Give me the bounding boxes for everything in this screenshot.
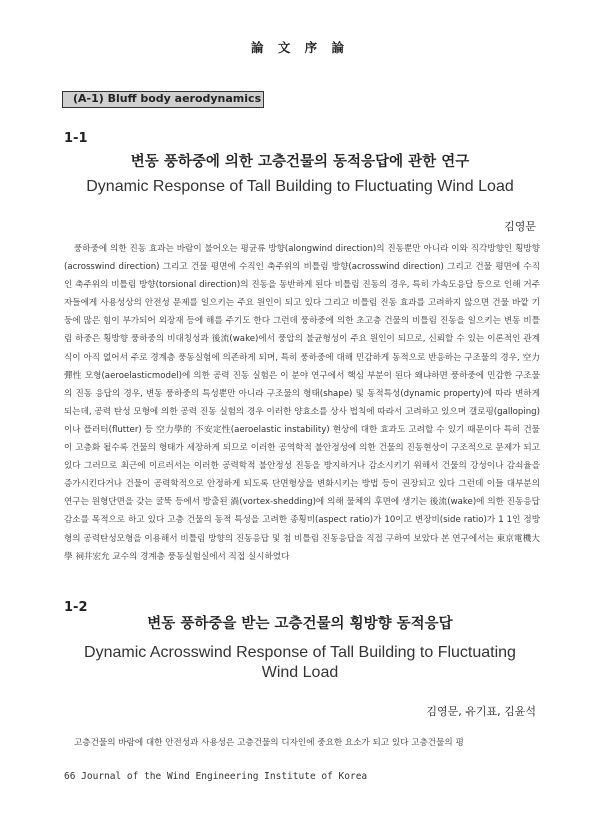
- page-footer: 66 Journal of the Wind Engineering Institute of Korea: [64, 771, 368, 782]
- article-body: [64, 734, 540, 752]
- article-authors: 김영문, 유기표, 김윤석: [426, 705, 536, 718]
- article-title-english: Dynamic Response of Tall Building to Fluctuating Wind Load: [86, 178, 514, 195]
- article-author: 김영문: [504, 220, 536, 233]
- article-title-korean: 변동 풍하중을 받는 고층건물의 횡방향 동적응답: [147, 616, 453, 632]
- article-title-english: Dynamic Acrosswind Response of Tall Building to Fluctuating Wind Load: [84, 644, 516, 681]
- article-body: [64, 240, 540, 566]
- article-title-korean: 변동 풍하중에 의한 고층건물의 동적응답에 관한 연구: [130, 154, 470, 170]
- body-paragraph: 풍하중에 의한 진동 효과는 바람이 불어오는 평균류 방향(alongwind direction)의 진동뿐만 아니라 이와 직각방향인 횡방향(acrosswind direction) 그리고 건물 평면에 수직인 축주위의 비틀림 방향(acrosswind direction) 그리고 건물 평면에 수직인 축주위의 비틀림 방향(torsional direction)의 진동을 동반하게 된다 비틀림 진동의 경우, 특히 가속도응답 등으로 인해 거주자들에게 사용성상의 안전성 문제를 일으키는 주요 원인이 되고 있다 그리고 비틀림 진동 효과를 고려하지 않으면 건물 바깥 기둥에 많은 힘이 부가되어 외장재 등에 해를 주기도 한다 그런데 풍하중에 의한 초고층 건물의 비틀림 진동을 일으키는 변동 비틀림 하중은 횡방향 풍하중의 비대칭성과 後流(wake)에서 풍압의 불균형성이 주요 원인이 되므로, 신뢰할 수 있는 이론적인 관계식이 아직 없어서 주로 경계층 풍동실험에 의존하게 되며, 특히 풍하중에 대해 민감하게 동적으로 반응하는 구조물의 경우, 空力彈性 모형(aeroelasticmodel)에 의한 공력 진동 실험은 이 분야 연구에서 핵심 부분이 된다 왜냐하면 풍하중에 민감한 구조물의 진동 응답의 경우, 변동 풍하중의 특성뿐만 아니라 구조물의 형태(shape) 및 동적특성(dynamic property)에 따라 변하게 되는데, 공력 탄성 모형에 의한 공력 진동 실험의 경우 이러한 양효소를 상사 법칙에 따라서 고려하고 있으며 갤로핑(galloping)이나 플러터(flutter) 등 空力學的 不安定性(aeroelastic instability) 현상에 대한 효과도 고려할 수 있기 때문이다 특히 건물이 고층화 될수록 건물의 형태가 세장하게 되므로 이러한 공역학적 불안정성에 의한 건물의 진동현상이 구조적으로 문제가 되고 있다 그러므로 최근에 이르러서는 이러한 공력학적 불안정성 진동을 방지하거나 감소시키기 위해서 건물의 강성이나 감쇠율을 증가시킨다거나 건물이 공력학적으로 안정하게 되도록 단면형상을 변화시키는 방법 등이 권장되고 있다 그런데 이들 대부분의 연구는 원형단면을 갖는 굴뚝 등에서 방출된 渦(vortex-shedding)에 의해 물체의 후면에 생기는 後流(wake)에 의한 진동응답 감소를 목적으로 하고 있다 고층 건물의 동적 특성을 고려한 종횡비(aspect ratio)가 10이고 변장비(side ratio)가 1 1인 정방형의 공력탄성모형을 이용해서 비틀림 방향의 진동응답 및 첨 비틀림 진동응답을 직접 구하여 보았다 본 연구에서는 東京電機大學 祠井宏允 교수의 경계층 풍동실험실에서 직접 실시하였다: [64, 244, 540, 562]
- article-number: 1-1: [64, 131, 88, 146]
- section-label: (A-1) Bluff body aerodynamics: [62, 91, 264, 108]
- article-number: 1-2: [64, 600, 88, 615]
- body-paragraph: 고층건물의 바람에 대한 안전성과 사용성은 고층건물의 디자인에 중요한 요소가 되고 있다 고층건물의 평: [74, 738, 464, 748]
- journal-section-header: 論 文 序 論: [250, 40, 350, 55]
